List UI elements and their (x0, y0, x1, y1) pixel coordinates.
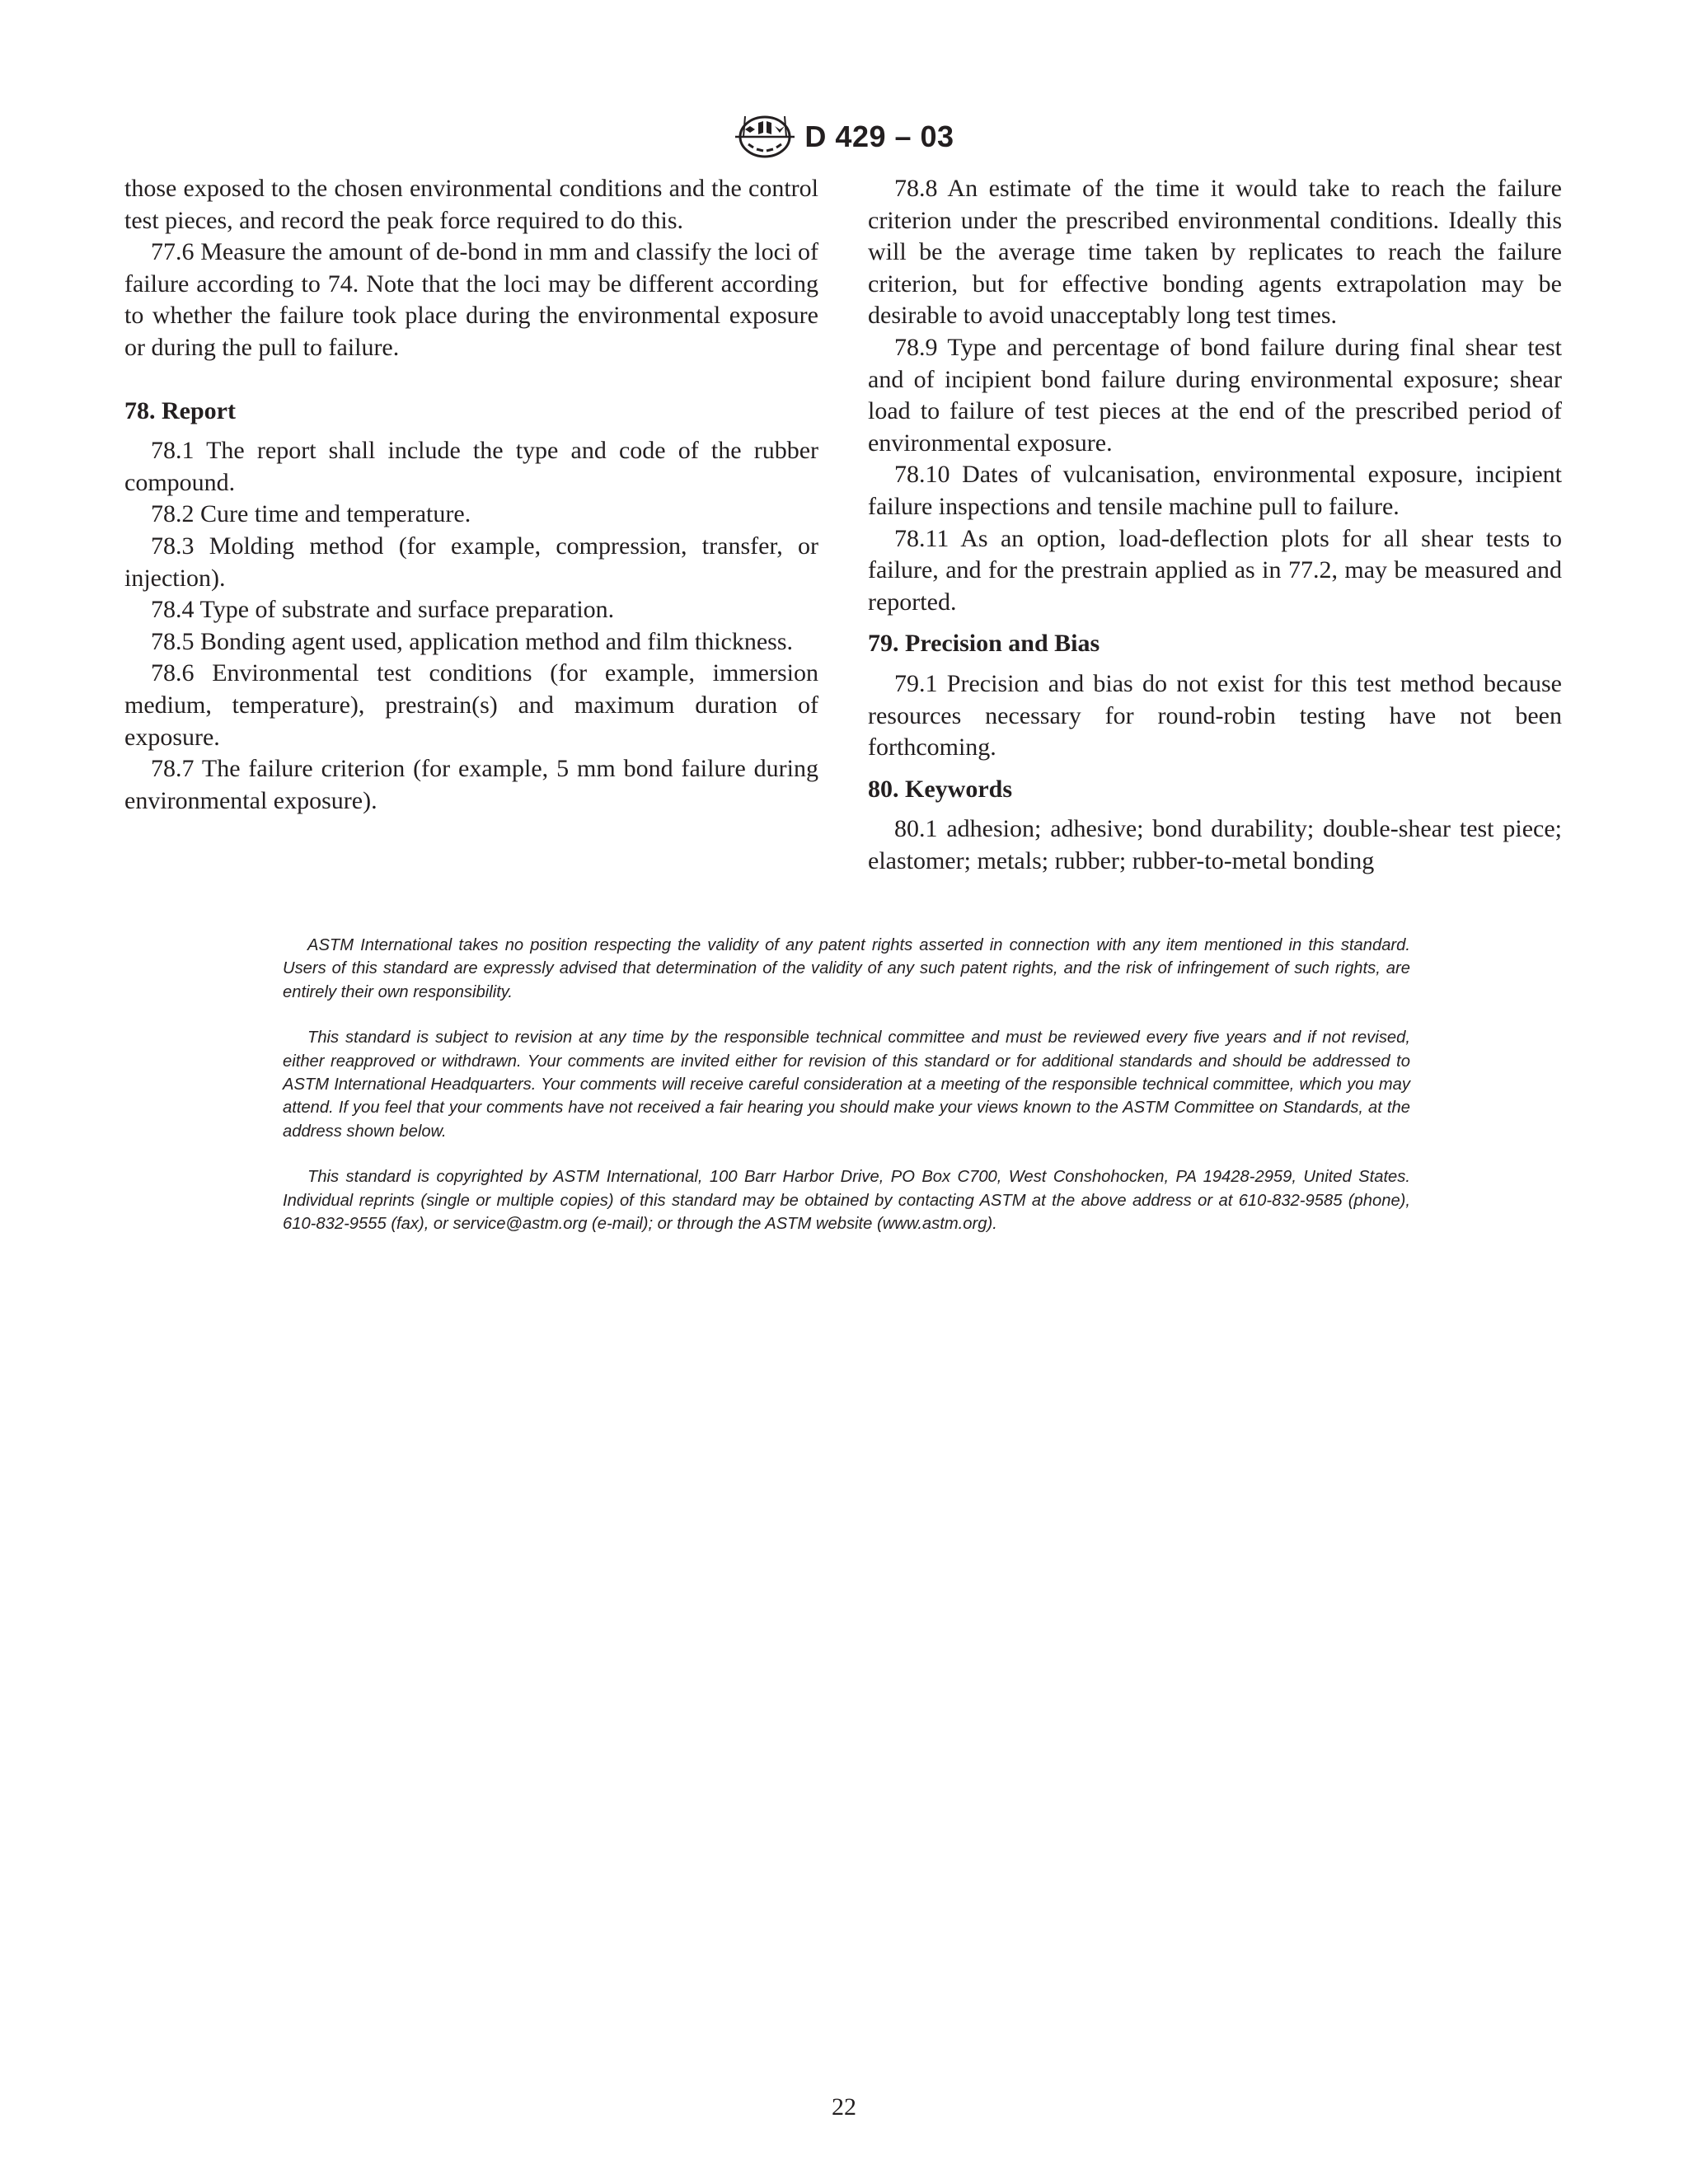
paragraph-78-3: 78.3 Molding method (for example, compression, transfer, or injection). (124, 532, 818, 592)
paragraph-77-6: 77.6 Measure the amount of de-bond in mm and classify the loci of failure according to 74. Note that the loci may be different according to whether the failure took place during the environmental exposure or during the pull to failure. (124, 238, 818, 361)
page-number: 22 (832, 2093, 856, 2121)
page-header (0, 112, 1688, 162)
paragraph-78-6: 78.6 Environmental test conditions (for example, immersion medium, temperature), prestrain(s) and maximum duration of exposure. (124, 659, 818, 751)
paragraph-78-4: 78.4 Type of substrate and surface preparation. (151, 596, 615, 624)
paragraph-continuation: those exposed to the chosen environmental conditions and the control test pieces, and record the peak force required to do this. (124, 175, 818, 234)
left-column (124, 173, 818, 817)
legal-notices (283, 934, 1410, 1258)
paragraph-78-1: 78.1 The report shall include the type and code of the rubber compound. (124, 437, 818, 496)
patent-notice: ASTM International takes no position respecting the validity of any patent rights asserted in connection with any item mentioned in this standard. Users of this standard are expressly advised that determination of the validity of any such patent rights, and the risk of infringement of such rights, are entirely their own responsibility. (283, 936, 1410, 1001)
paragraph-78-10: 78.10 Dates of vulcanisation, environmental exposure, incipient failure inspections and tensile machine pull to failure. (868, 461, 1562, 520)
section-heading-keywords: 80. Keywords (868, 775, 1012, 803)
section-heading-report: 78. Report (124, 396, 236, 424)
revision-notice: This standard is subject to revision at any time by the responsible technical committee and must be reviewed every five years and if not revised, either reapproved or withdrawn. Your comments are invited either for revision of this standard or for additional standards and should be addressed to ASTM International Headquarters. Your comments will receive careful consideration at a meeting of the responsible technical committee, which you may attend. If you feel that your comments have not received a fair hearing you should make your views known to the ASTM Committee on Standards, at the address shown below. (283, 1029, 1410, 1141)
paragraph-79-1: 79.1 Precision and bias do not exist for this test method because resources necessary for round-robin testing have not been forthcoming. (868, 669, 1562, 762)
astm-logo-icon (734, 111, 796, 162)
standard-designation: D 429 – 03 (804, 120, 954, 153)
section-heading-precision-and-bias: 79. Precision and Bias (868, 630, 1100, 658)
paragraph-78-8: 78.8 An estimate of the time it would take to reach the failure criterion under the prescribed environmental conditions. Ideally this will be the average time taken by replicates to reach the failure criterion, but for effective bonding agents extrapolation may be desirable to avoid unacceptably long test times. (868, 175, 1562, 330)
paragraph-78-11: 78.11 As an option, load-deflection plots for all shear tests to failure, and for the prestrain applied as in 77.2, may be measured and reported. (868, 524, 1562, 616)
paragraph-78-9: 78.9 Type and percentage of bond failure during final shear test and of incipient bond failure during environmental exposure; shear load to failure of test pieces at the end of the prescribed period of environmental exposure. (868, 333, 1562, 457)
paragraph-78-7: 78.7 The failure criterion (for example, 5 mm bond failure during environmental exposure). (124, 755, 818, 814)
paragraph-80-1: 80.1 adhesion; adhesive; bond durability; double-shear test piece; elastomer; metals; rubber; rubber-to-metal bonding (868, 815, 1562, 874)
copyright-notice: This standard is copyrighted by ASTM International, 100 Barr Harbor Drive, PO Box C700, West Conshohocken, PA 19428-2959, United States. Individual reprints (single or multiple copies) of this standard may be obtained by contacting ASTM at the above address or at 610-832-9585 (phone), 610-832-9555 (fax), or service@astm.org (e-mail); or through the ASTM website (www.astm.org). (283, 1168, 1410, 1234)
right-column (868, 173, 1562, 877)
paragraph-78-5: 78.5 Bonding agent used, application method and film thickness. (151, 627, 794, 655)
paragraph-78-2: 78.2 Cure time and temperature. (151, 500, 471, 528)
